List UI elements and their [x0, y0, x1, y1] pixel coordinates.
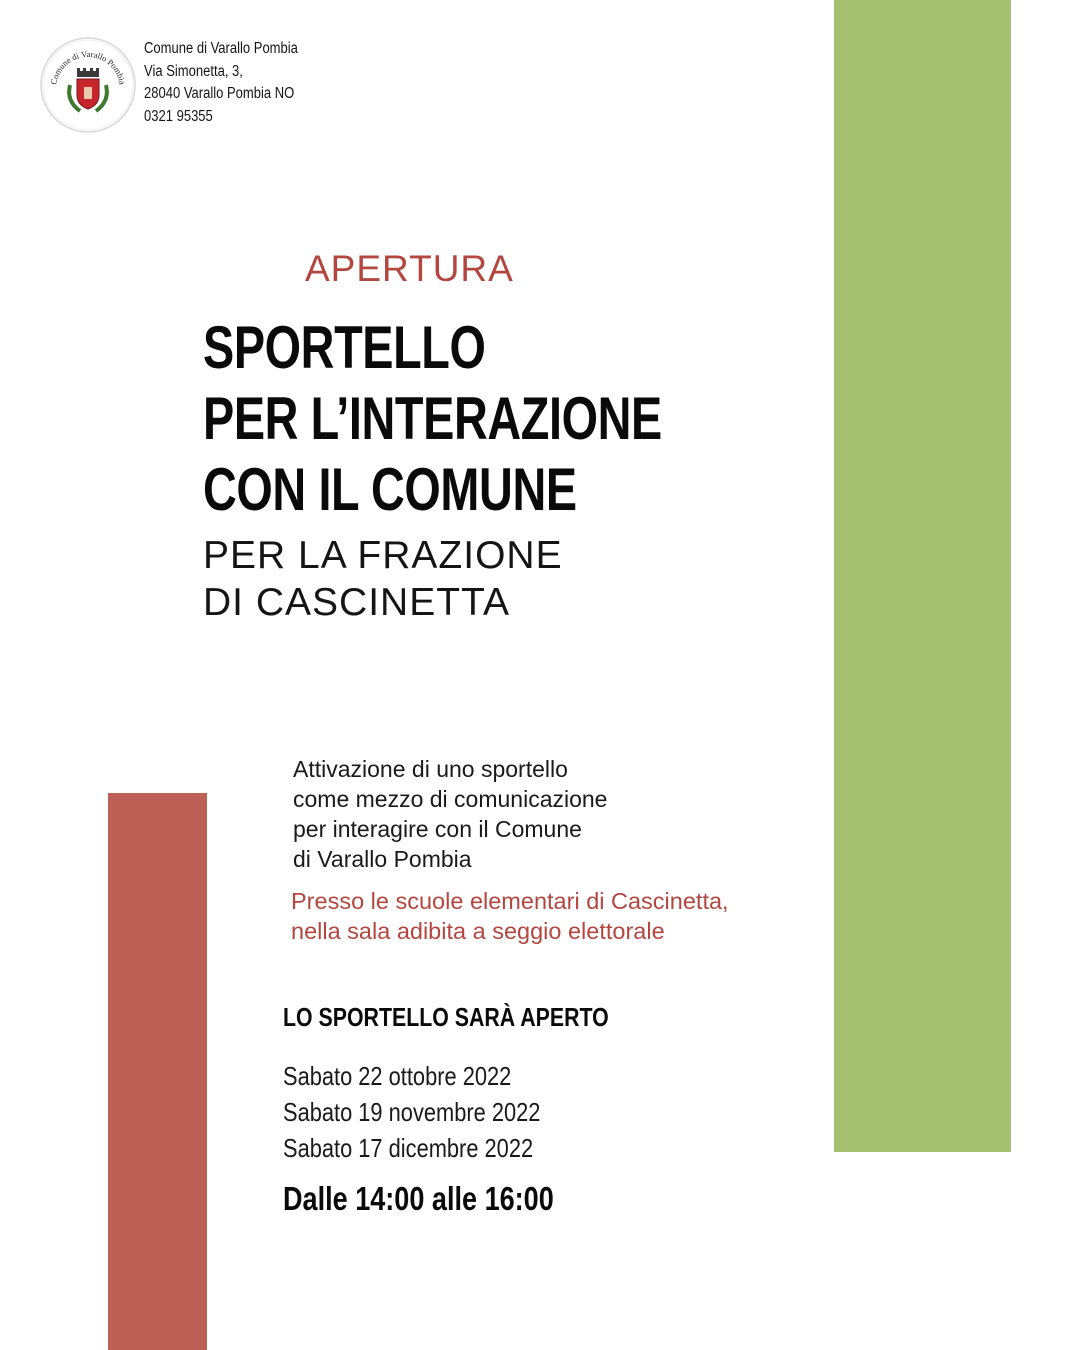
address-line-name: Comune di Varallo Pombia — [144, 40, 298, 57]
opening-title: LO SPORTELLO SARÀ APERTO — [283, 1002, 609, 1032]
description — [293, 754, 607, 874]
headline-line-1: SPORTELLO — [203, 314, 486, 381]
red-decorative-bar — [108, 793, 207, 1350]
address-line-city: 28040 Varallo Pombia NO — [144, 85, 295, 102]
location-line-2: nella sala adibita a seggio elettorale — [291, 918, 665, 944]
kicker-label: APERTURA — [305, 248, 514, 289]
date-list — [283, 1058, 540, 1166]
description-line-4: di Varallo Pombia — [293, 846, 472, 872]
headline-line-3: CON IL COMUNE — [203, 456, 577, 523]
description-line-3: per interagire con il Comune — [293, 816, 582, 842]
location-note — [291, 886, 729, 946]
green-decorative-bar — [834, 0, 1011, 1152]
date-item-3: Sabato 17 dicembre 2022 — [283, 1133, 534, 1163]
address-block — [144, 38, 298, 128]
description-line-1: Attivazione di uno sportello — [293, 756, 568, 782]
description-line-2: come mezzo di comunicazione — [293, 786, 608, 812]
address-line-phone: 0321 95355 — [144, 107, 213, 125]
subheadline-line-2: DI CASCINETTA — [203, 581, 510, 624]
date-item-2: Sabato 19 novembre 2022 — [283, 1097, 541, 1127]
date-item-1: Sabato 22 ottobre 2022 — [283, 1061, 512, 1091]
opening-hours: Dalle 14:00 alle 16:00 — [283, 1180, 554, 1217]
address-line-street: Via Simonetta, 3, — [144, 62, 243, 80]
municipal-seal-icon — [40, 37, 136, 133]
headline — [203, 312, 662, 525]
seal-text: Comune di Varallo Pombia — [48, 48, 128, 86]
subheadline-line-1: PER LA FRAZIONE — [203, 534, 563, 577]
headline-line-2: PER L’INTERAZIONE — [203, 385, 662, 452]
subheadline — [203, 532, 563, 626]
location-line-1: Presso le scuole elementari di Cascinetta, — [291, 888, 729, 914]
